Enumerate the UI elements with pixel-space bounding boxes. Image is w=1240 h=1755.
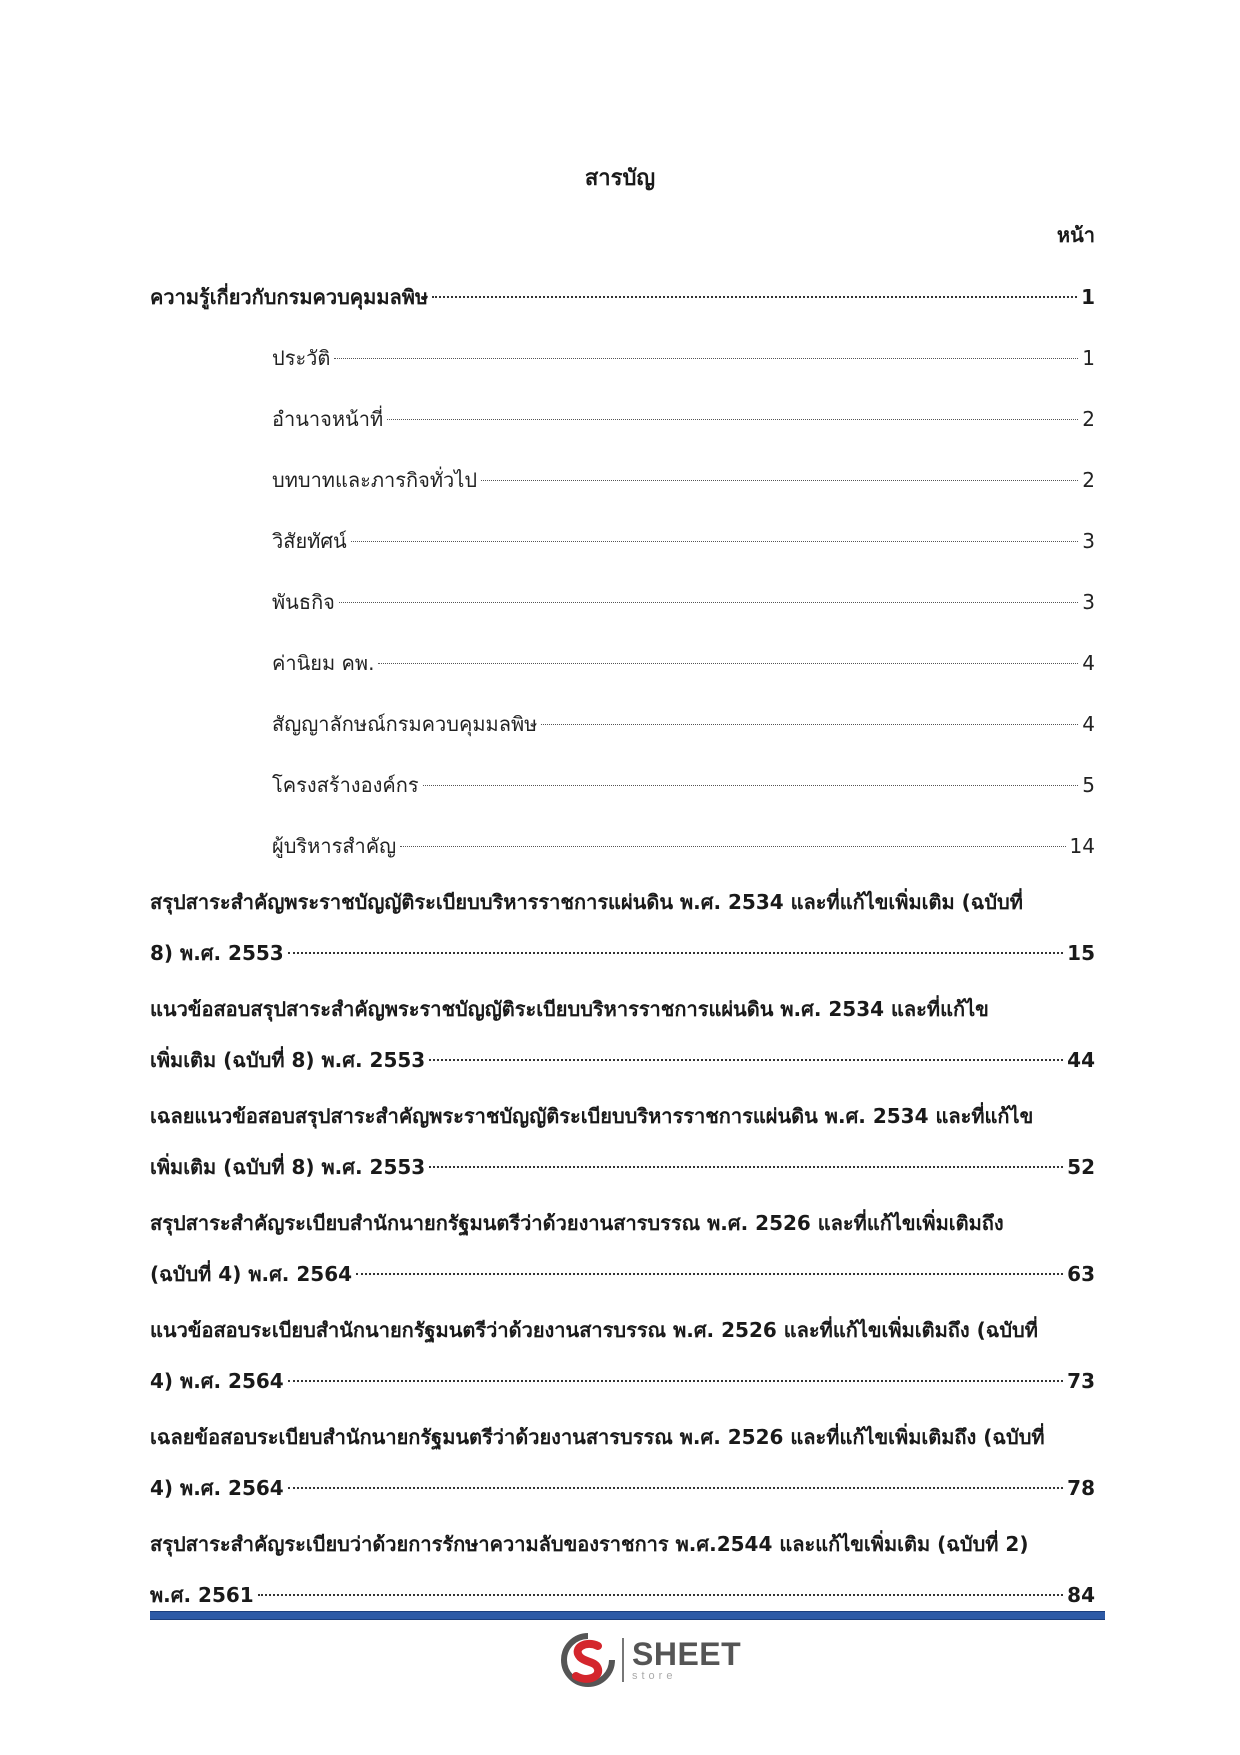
toc-page-number: 3 — [1082, 529, 1095, 553]
toc-page-number: 63 — [1067, 1262, 1095, 1286]
toc-page-number: 52 — [1067, 1155, 1095, 1179]
toc-entry-label-line: แนวข้อสอบระเบียบสำนักนายกรัฐมนตรีว่าด้วยงานสารบรรณ พ.ศ. 2526 และที่แก้ไขเพิ่มเติมถึง (ฉบับที่ — [150, 1318, 1038, 1342]
dot-leader — [351, 540, 1079, 542]
dot-leader — [541, 723, 1078, 725]
sheet-store-logo-icon — [560, 1632, 616, 1688]
dot-leader — [423, 784, 1079, 786]
toc-page-number: 73 — [1067, 1369, 1095, 1393]
toc-entry-label: 4) พ.ศ. 2564 — [150, 1476, 284, 1500]
toc-entry-label: เพิ่มเติม (ฉบับที่ 8) พ.ศ. 2553 — [150, 1155, 426, 1179]
toc-entry-label-line: สรุปสาระสำคัญพระราชบัญญัติระเบียบบริหารราชการแผ่นดิน พ.ศ. 2534 และที่แก้ไขเพิ่มเติม (ฉบับที่ — [150, 890, 1023, 914]
toc-subsection-entry[interactable] — [150, 511, 1095, 572]
toc-entry-label-line: สรุปสาระสำคัญระเบียบว่าด้วยการรักษาความลับของราชการ พ.ศ.2544 และแก้ไขเพิ่มเติม (ฉบับที่ 2) — [150, 1532, 1029, 1556]
dot-leader — [378, 662, 1078, 664]
toc-entry-label: อำนาจหน้าที่ — [272, 407, 384, 431]
logo-wordmark: SHEET — [632, 1636, 742, 1672]
toc-entry-label: วิสัยทัศน์ — [272, 529, 347, 553]
toc-subsection-entry[interactable] — [150, 572, 1095, 633]
toc-section-entry[interactable] — [150, 1091, 1095, 1193]
toc-subsection-entry[interactable] — [150, 755, 1095, 816]
toc-page-number: 14 — [1069, 834, 1095, 858]
dot-leader — [400, 845, 1065, 847]
toc-subsection-entry[interactable] — [150, 694, 1095, 755]
toc-entry-label-line: สรุปสาระสำคัญระเบียบสำนักนายกรัฐมนตรีว่าด้วยงานสารบรรณ พ.ศ. 2526 และที่แก้ไขเพิ่มเติมถึง — [150, 1211, 1004, 1235]
page-title: สารบัญ — [584, 166, 656, 191]
dot-leader — [258, 1593, 1063, 1596]
toc-entry-label: เพิ่มเติม (ฉบับที่ 8) พ.ศ. 2553 — [150, 1048, 426, 1072]
toc-subsection-entry[interactable] — [150, 328, 1095, 389]
toc-entry-label-line: เฉลยข้อสอบระเบียบสำนักนายกรัฐมนตรีว่าด้วยงานสารบรรณ พ.ศ. 2526 และที่แก้ไขเพิ่มเติมถึง (ฉบับที่ — [150, 1425, 1045, 1449]
dot-leader — [429, 1165, 1063, 1168]
dot-leader — [432, 295, 1077, 298]
toc-section-entry[interactable] — [150, 1198, 1095, 1300]
toc-entry-label: โครงสร้างองค์กร — [272, 773, 419, 797]
toc-entry-label-line: แนวข้อสอบสรุปสาระสำคัญพระราชบัญญัติระเบียบบริหารราชการแผ่นดิน พ.ศ. 2534 และที่แก้ไข — [150, 997, 989, 1021]
toc-entry-label: ค่านิยม คพ. — [272, 651, 375, 675]
toc-entry-label: ประวัติ — [272, 346, 331, 370]
page-column-label: หน้า — [1056, 223, 1095, 247]
toc-subsection-entry[interactable] — [150, 450, 1095, 511]
toc-page-number: 15 — [1067, 941, 1095, 965]
toc-page-number: 4 — [1082, 712, 1095, 736]
toc-entry-label-line: เฉลยแนวข้อสอบสรุปสาระสำคัญพระราชบัญญัติระเบียบบริหารราชการแผ่นดิน พ.ศ. 2534 และที่แก้ไข — [150, 1104, 1034, 1128]
dot-leader — [288, 1486, 1063, 1489]
toc-entry-label: บทบาทและภารกิจทั่วไป — [272, 468, 478, 492]
toc-page-number: 1 — [1082, 346, 1095, 370]
footer-logo — [560, 1632, 741, 1688]
toc-section-entry[interactable] — [150, 272, 1095, 323]
toc-section-entry[interactable] — [150, 984, 1095, 1086]
toc-section-entry[interactable] — [150, 1412, 1095, 1514]
toc-entry-label: พ.ศ. 2561 — [150, 1583, 254, 1607]
toc-page-number: 78 — [1067, 1476, 1095, 1500]
toc-page-number: 3 — [1082, 590, 1095, 614]
toc-subsection-entry[interactable] — [150, 816, 1095, 877]
toc-subsection-entry[interactable] — [150, 389, 1095, 450]
toc-entry-label: พันธกิจ — [272, 590, 335, 614]
dot-leader — [334, 357, 1078, 359]
toc-entry-label: (ฉบับที่ 4) พ.ศ. 2564 — [150, 1262, 353, 1286]
toc-page-number: 84 — [1067, 1583, 1095, 1607]
logo-subtext: store — [632, 1670, 677, 1682]
dot-leader — [288, 1379, 1063, 1382]
toc-entry-label: ความรู้เกี่ยวกับกรมควบคุมมลพิษ — [150, 285, 429, 309]
logo-divider — [622, 1638, 624, 1682]
dot-leader — [387, 418, 1078, 420]
toc-page-number: 2 — [1082, 407, 1095, 431]
footer-divider — [150, 1611, 1105, 1620]
toc-page-number: 2 — [1082, 468, 1095, 492]
toc-section-entry[interactable] — [150, 1519, 1095, 1621]
dot-leader — [356, 1272, 1063, 1275]
dot-leader — [339, 601, 1078, 603]
toc-entry-label: 8) พ.ศ. 2553 — [150, 941, 284, 965]
toc-subsection-entry[interactable] — [150, 633, 1095, 694]
toc-page-number: 44 — [1067, 1048, 1095, 1072]
toc-entry-label: สัญญาลักษณ์กรมควบคุมมลพิษ — [272, 712, 538, 736]
toc-entry-label: ผู้บริหารสำคัญ — [272, 834, 397, 858]
toc-entry-label: 4) พ.ศ. 2564 — [150, 1369, 284, 1393]
toc-page-number: 4 — [1082, 651, 1095, 675]
dot-leader — [429, 1058, 1063, 1061]
toc-page-number: 5 — [1082, 773, 1095, 797]
dot-leader — [288, 951, 1063, 954]
toc-section-entry[interactable] — [150, 1305, 1095, 1407]
table-of-contents — [150, 272, 1095, 1626]
toc-page-number: 1 — [1081, 285, 1095, 309]
dot-leader — [481, 479, 1078, 481]
toc-section-entry[interactable] — [150, 877, 1095, 979]
